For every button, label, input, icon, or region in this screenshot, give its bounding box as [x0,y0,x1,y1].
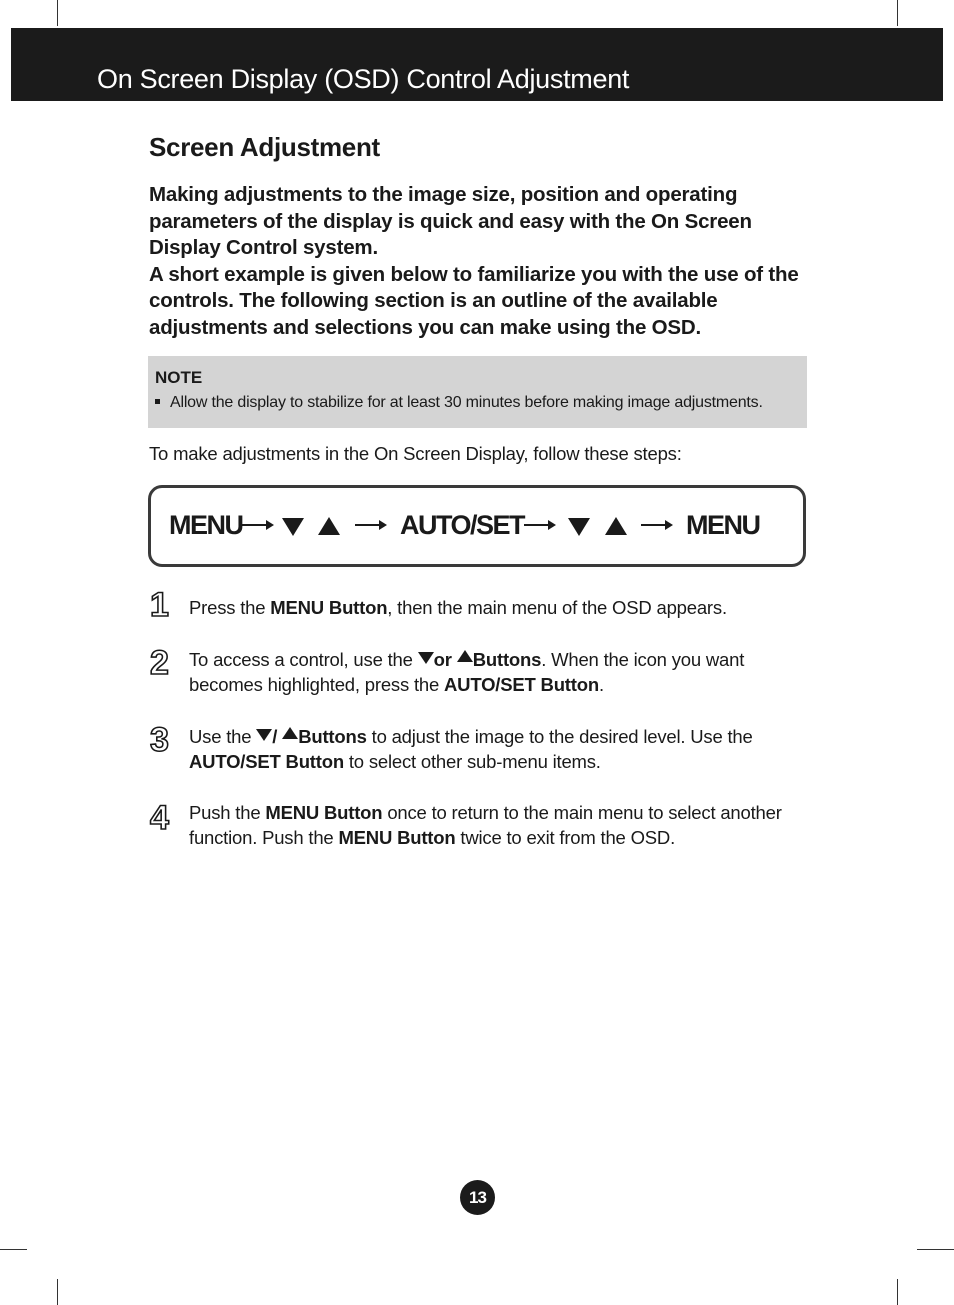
intro-paragraph-1: Making adjustments to the image size, position and operating parameters of the display is quick and easy with the On Screen Display Control system. [149,183,752,259]
step-number-2: 2 [150,644,169,682]
steps-intro: To make adjustments in the On Screen Display, follow these steps: [149,443,682,464]
crop-mark [0,1249,27,1250]
step-4-text: Push the MENU Button once to return to the main menu to select another function. Push the MENU Button twice to exit from the OSD. [189,802,782,848]
note-item [155,394,763,412]
sequence-menu-label: MENU [686,510,760,540]
down-button-icon [418,652,434,664]
intro-paragraph-2: A short example is given below to familiarize you with the use of the controls. The following section is an outline of the available adjustments and selections you can make using the OSD. [149,262,799,339]
sequence-auto-set-label: AUTO/SET [400,510,525,540]
note-box [148,356,807,428]
arrow-right-icon [524,524,554,526]
page-header-title: On Screen Display (OSD) Control Adjustment [97,64,630,94]
down-button-icon [568,518,590,536]
up-button-icon [457,650,473,662]
step-number-3: 3 [150,721,169,759]
page-number-badge: 13 [460,1180,495,1215]
crop-mark [897,0,898,26]
up-button-icon [318,517,340,535]
note-item-text: Allow the display to stabilize for at least 30 minutes before making image adjustments. [170,394,763,411]
intro-text [149,182,809,341]
step-1-text: Press the MENU Button, then the main menu of the OSD appears. [189,597,727,618]
arrow-right-icon [242,524,272,526]
crop-mark [57,1279,58,1305]
step-3-text: Use the / Buttons to adjust the image to the desired level. Use the AUTO/SET Button to select other sub-menu items. [189,726,753,772]
arrow-right-icon [355,524,385,526]
arrow-right-icon [641,524,671,526]
crop-mark [897,1279,898,1305]
note-title: NOTE [155,368,203,387]
up-button-icon [605,517,627,535]
section-title: Screen Adjustment [149,132,380,162]
down-button-icon [256,729,272,741]
sequence-menu-label: MENU [169,510,243,540]
crop-mark [917,1249,954,1250]
header-bar [11,28,943,101]
down-button-icon [282,518,304,536]
bullet-icon [155,399,160,404]
step-number-4: 4 [150,799,169,837]
step-2-text: To access a control, use the or Buttons. When the icon you want becomes highlighted, press the AUTO/SET Button. [189,649,745,695]
step-number-1: 1 [150,586,169,624]
up-button-icon [282,727,298,739]
crop-mark [57,0,58,26]
